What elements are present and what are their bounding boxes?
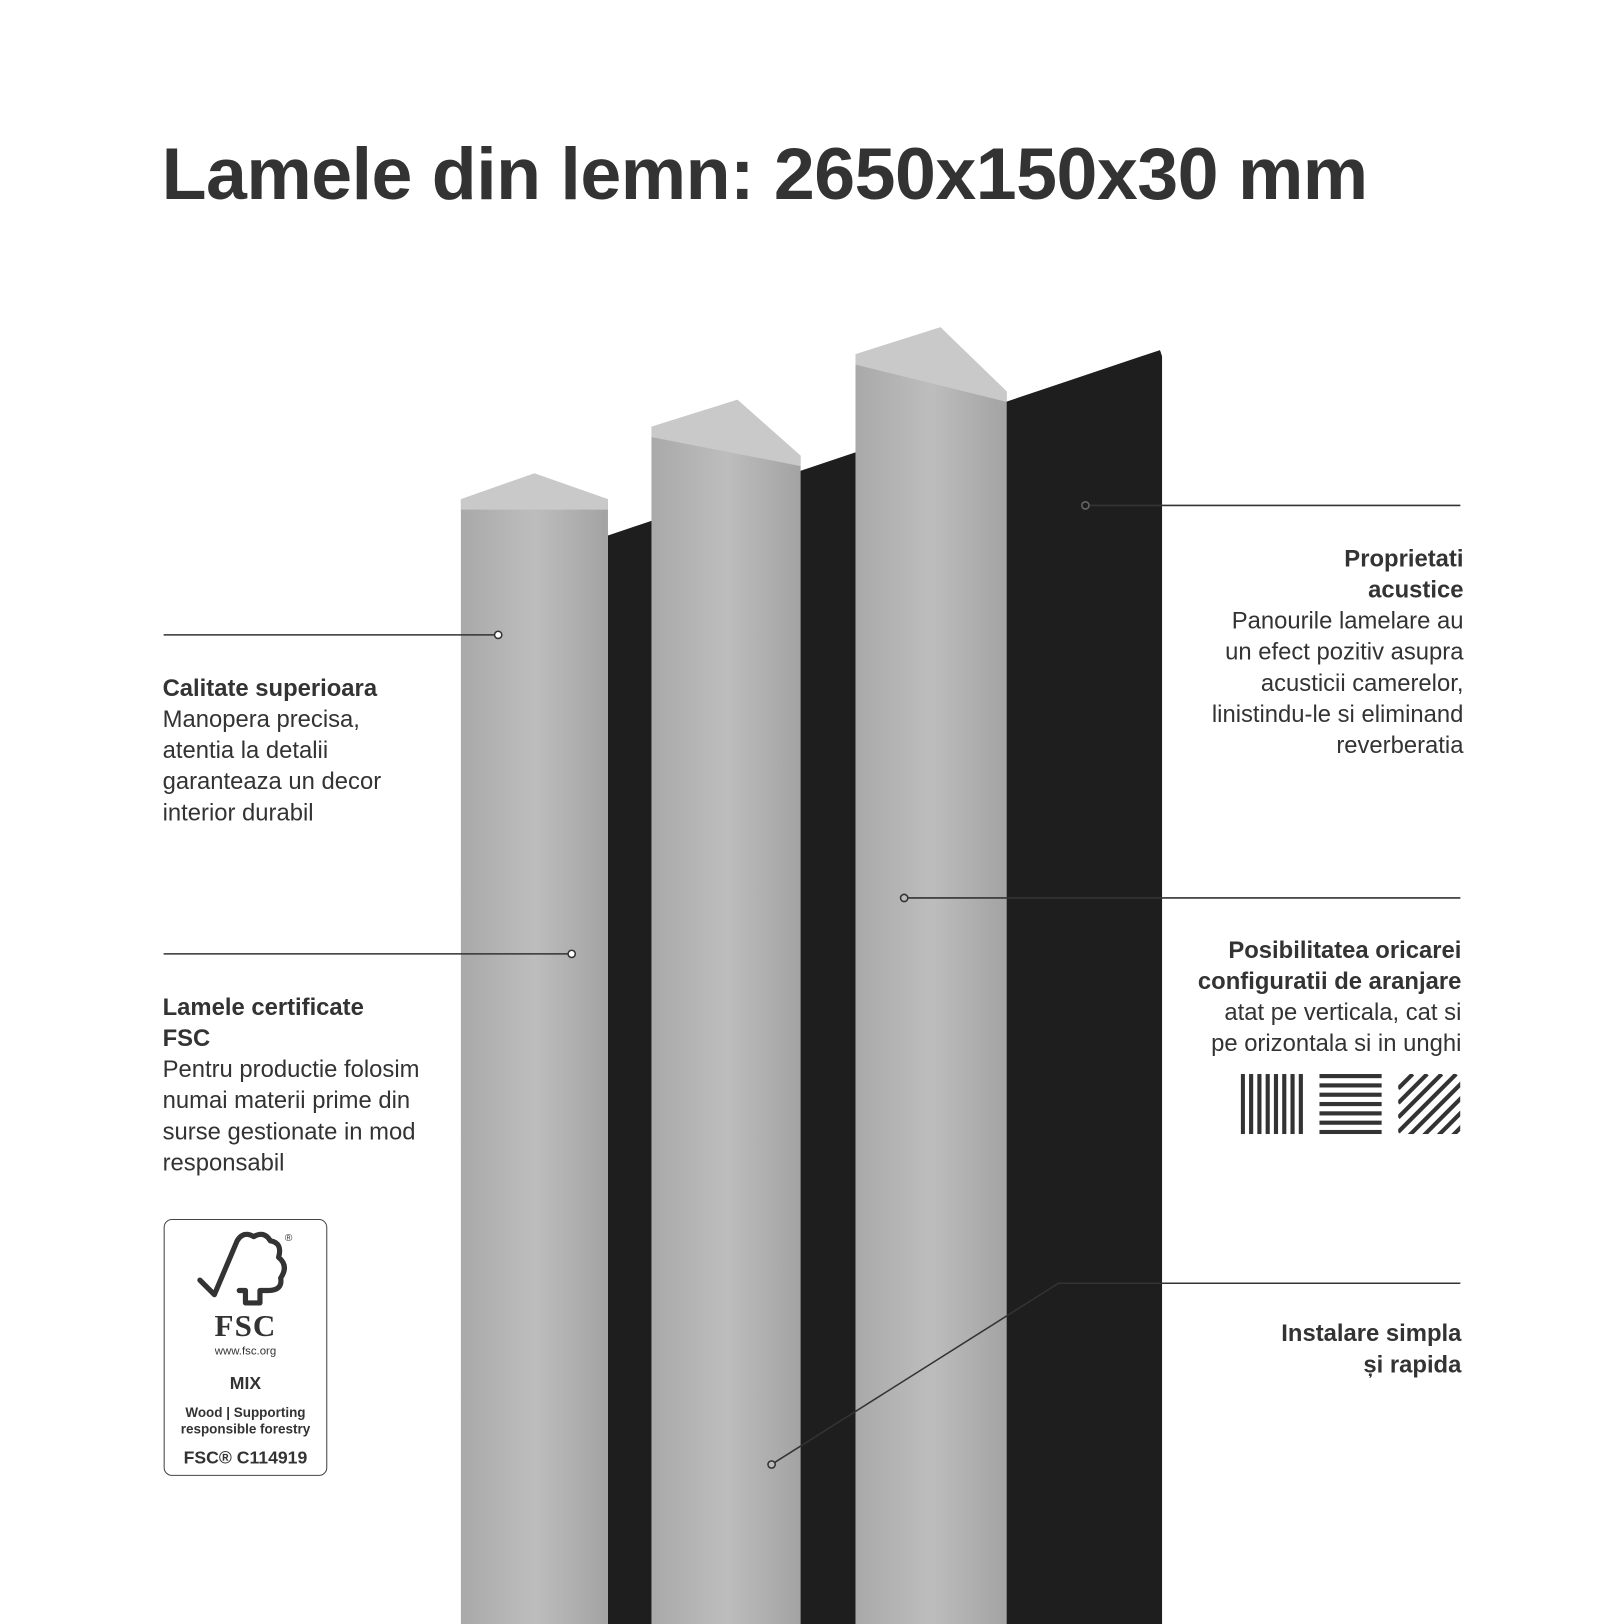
diagonal-pattern-icon <box>1398 1074 1460 1134</box>
feature-heading: acustice <box>1368 575 1464 603</box>
fsc-url: www.fsc.org <box>214 1345 277 1358</box>
feature-text: Manopera precisa, <box>162 705 360 733</box>
feature-text: pe orizontala si in unghi <box>1211 1029 1462 1057</box>
feature-text: Panourile lamelare au <box>1231 606 1464 634</box>
feature-text: reverberatia <box>1336 731 1464 759</box>
fsc-tree-check-logo <box>196 1228 300 1311</box>
feature-heading: Lamele certificate <box>162 993 364 1021</box>
slat-1 <box>461 473 608 1624</box>
feature-heading: FSC <box>162 1024 211 1052</box>
pattern-icons <box>1241 1074 1461 1134</box>
feature-installation <box>1281 1317 1461 1379</box>
feature-heading: Calitate superioara <box>162 674 378 702</box>
fsc-desc-line: Wood | Supporting <box>185 1404 306 1420</box>
fsc-desc-line: responsible forestry <box>180 1420 311 1437</box>
fsc-category: MIX <box>229 1373 262 1394</box>
feature-heading: Instalare simpla <box>1281 1319 1462 1347</box>
fsc-code: FSC® C114919 <box>183 1447 308 1468</box>
feature-text: atentia la detalii <box>162 736 329 764</box>
page-title: Lamele din lemn: 2650x150x30 mm <box>161 133 1368 216</box>
vertical-pattern-icon <box>1241 1074 1303 1134</box>
feature-text: numai materii prime din <box>162 1086 411 1114</box>
feature-heading: și rapida <box>1363 1350 1462 1378</box>
feature-heading: configuratii de aranjare <box>1197 967 1462 995</box>
feature-text: garanteaza un decor <box>162 767 382 795</box>
fsc-brand: FSC <box>214 1309 277 1344</box>
feature-acoustic <box>1212 543 1464 760</box>
feature-text: acusticii camerelor, <box>1260 669 1464 696</box>
feature-text: Pentru productie folosim <box>162 1055 420 1083</box>
slat-2 <box>651 400 800 1624</box>
feature-text: atat pe verticala, cat si <box>1224 998 1462 1026</box>
feature-fsc <box>163 991 420 1177</box>
feature-text: interior durabil <box>162 798 314 826</box>
feature-text: surse gestionate in mod <box>162 1117 416 1145</box>
feature-text: linistindu-le si eliminand <box>1211 700 1464 728</box>
feature-configuration <box>1198 934 1461 1058</box>
slat-3 <box>855 327 1006 1624</box>
fsc-description <box>165 1404 327 1437</box>
fsc-certification-label <box>164 1219 328 1476</box>
feature-heading: Posibilitatea oricarei <box>1228 936 1462 964</box>
feature-quality <box>163 672 382 827</box>
feature-text: un efect pozitiv asupra <box>1225 637 1464 665</box>
feature-text: responsabil <box>162 1148 285 1176</box>
horizontal-pattern-icon <box>1319 1074 1381 1134</box>
feature-heading: Proprietati <box>1344 544 1464 572</box>
svg-text:®: ® <box>284 1232 293 1244</box>
